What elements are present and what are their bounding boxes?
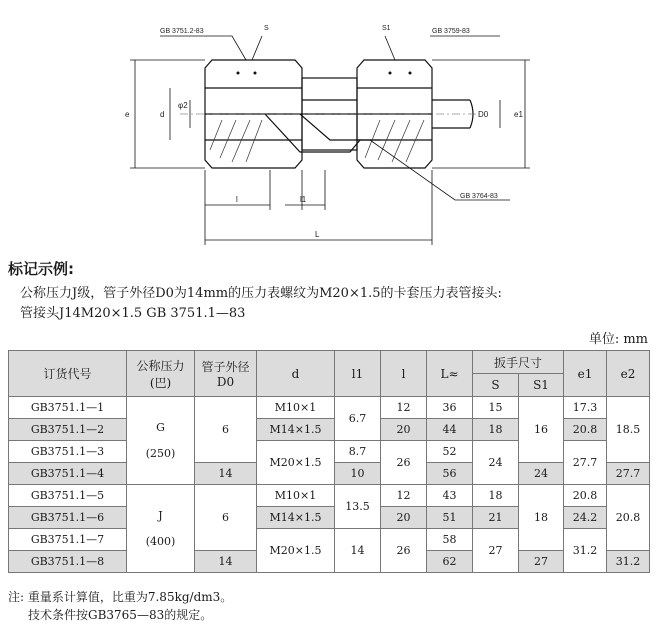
e1-cell: 27.7 [564, 441, 607, 485]
header-L: L≈ [427, 351, 473, 397]
example-title: 标记示例: [8, 260, 74, 278]
L-cell: 43 [427, 485, 473, 507]
e2-cell: 27.7 [607, 463, 650, 485]
label-d0: D0 [478, 110, 489, 119]
d0-cell: 14 [195, 551, 257, 573]
L-cell: 58 [427, 529, 473, 551]
std-label-3: GB 3764-83 [460, 193, 498, 200]
e1-cell: 17.3 [564, 397, 607, 419]
spec-table [8, 350, 650, 573]
unit-label: 单位: mm [588, 332, 648, 347]
e2-cell: 31.2 [607, 551, 650, 573]
d-cell: M14×1.5 [257, 419, 335, 441]
L-cell: 36 [427, 397, 473, 419]
L-cell: 44 [427, 419, 473, 441]
std-label-1: GB 3751.2-83 [160, 28, 204, 35]
l1-cell: 6.7 [335, 397, 381, 441]
s-cell: 18 [473, 485, 519, 507]
header-s1: S1 [519, 374, 564, 397]
header-outer-dia: 管子外径 D0 [195, 351, 257, 397]
l-cell: 26 [381, 441, 427, 485]
pressure-cell: G (250) [127, 397, 195, 485]
d-cell: M10×1 [257, 485, 335, 507]
l1-cell: 8.7 [335, 441, 381, 463]
header-e1: e1 [564, 351, 607, 397]
label-e: e [125, 110, 130, 119]
header-l: l [381, 351, 427, 397]
e2-cell: 20.8 [607, 485, 650, 551]
example-line-2: 管接头J14M20×1.5 GB 3751.1—83 [20, 306, 246, 321]
d-cell: M20×1.5 [257, 529, 335, 573]
s-cell: 18 [473, 419, 519, 441]
L-cell: 62 [427, 551, 473, 573]
header-s: S [473, 374, 519, 397]
l-cell: 20 [381, 507, 427, 529]
L-cell: 56 [427, 463, 473, 485]
d-cell: M14×1.5 [257, 507, 335, 529]
l-cell: 12 [381, 485, 427, 507]
s-cell: 27 [473, 529, 519, 573]
e1-cell: 20.8 [564, 485, 607, 507]
l1-cell: 14 [335, 529, 381, 573]
L-cell: 52 [427, 441, 473, 463]
e1-cell: 31.2 [564, 529, 607, 573]
l1-cell: 10 [335, 463, 381, 485]
header-pressure: 公称压力 (巴) [127, 351, 195, 397]
s-cell: 24 [473, 441, 519, 485]
pressure-cell: J (400) [127, 485, 195, 573]
code-cell: GB3751.1—4 [9, 463, 127, 485]
d-cell: M10×1 [257, 397, 335, 419]
L-cell: 51 [427, 507, 473, 529]
label-l: l [236, 195, 238, 204]
code-cell: GB3751.1—3 [9, 441, 127, 463]
s1-cell: 27 [519, 551, 564, 573]
s1-cell: 24 [519, 463, 564, 485]
l1-cell: 13.5 [335, 485, 381, 529]
d-cell: M20×1.5 [257, 441, 335, 485]
code-cell: GB3751.1—5 [9, 485, 127, 507]
e2-cell: 18.5 [607, 397, 650, 463]
table-row [9, 397, 650, 419]
s-cell: 21 [473, 507, 519, 529]
code-cell: GB3751.1—2 [9, 419, 127, 441]
s1-cell: 16 [519, 397, 564, 463]
label-L: L [315, 230, 320, 239]
d0-cell: 6 [195, 397, 257, 463]
table-row [9, 485, 650, 507]
label-l1: l1 [300, 195, 307, 204]
note-2: 技术条件按GB3765—83的规定。 [28, 608, 213, 622]
std-label-2: GB 3759-83 [432, 28, 470, 35]
s-cell: 15 [473, 397, 519, 419]
e1-cell: 24.2 [564, 507, 607, 529]
header-l1: l1 [335, 351, 381, 397]
example-line-1: 公称压力J级，管子外径D0为14mm的压力表螺纹为M20×1.5的卡套压力表管接头: [20, 286, 502, 301]
d0-cell: 14 [195, 463, 257, 485]
label-e1: e1 [514, 110, 523, 119]
header-e2: e2 [607, 351, 650, 397]
label-s1: S1 [382, 25, 391, 32]
label-phi: φ2 [178, 101, 188, 110]
label-s: S [264, 25, 269, 32]
code-cell: GB3751.1—6 [9, 507, 127, 529]
note-1: 注: 重量系计算值，比重为7.85kg/dm3。 [8, 590, 233, 604]
l-cell: 26 [381, 529, 427, 573]
s1-cell: 18 [519, 485, 564, 551]
code-cell: GB3751.1—7 [9, 529, 127, 551]
header-wrench: 扳手尺寸 [473, 351, 564, 374]
label-d: d [160, 110, 165, 119]
header-code: 订货代号 [9, 351, 127, 397]
code-cell: GB3751.1—8 [9, 551, 127, 573]
header-d: d [257, 351, 335, 397]
e1-cell: 20.8 [564, 419, 607, 441]
d0-cell: 6 [195, 485, 257, 551]
fitting-drawing [0, 0, 658, 250]
l-cell: 12 [381, 397, 427, 419]
code-cell: GB3751.1—1 [9, 397, 127, 419]
l-cell: 20 [381, 419, 427, 441]
